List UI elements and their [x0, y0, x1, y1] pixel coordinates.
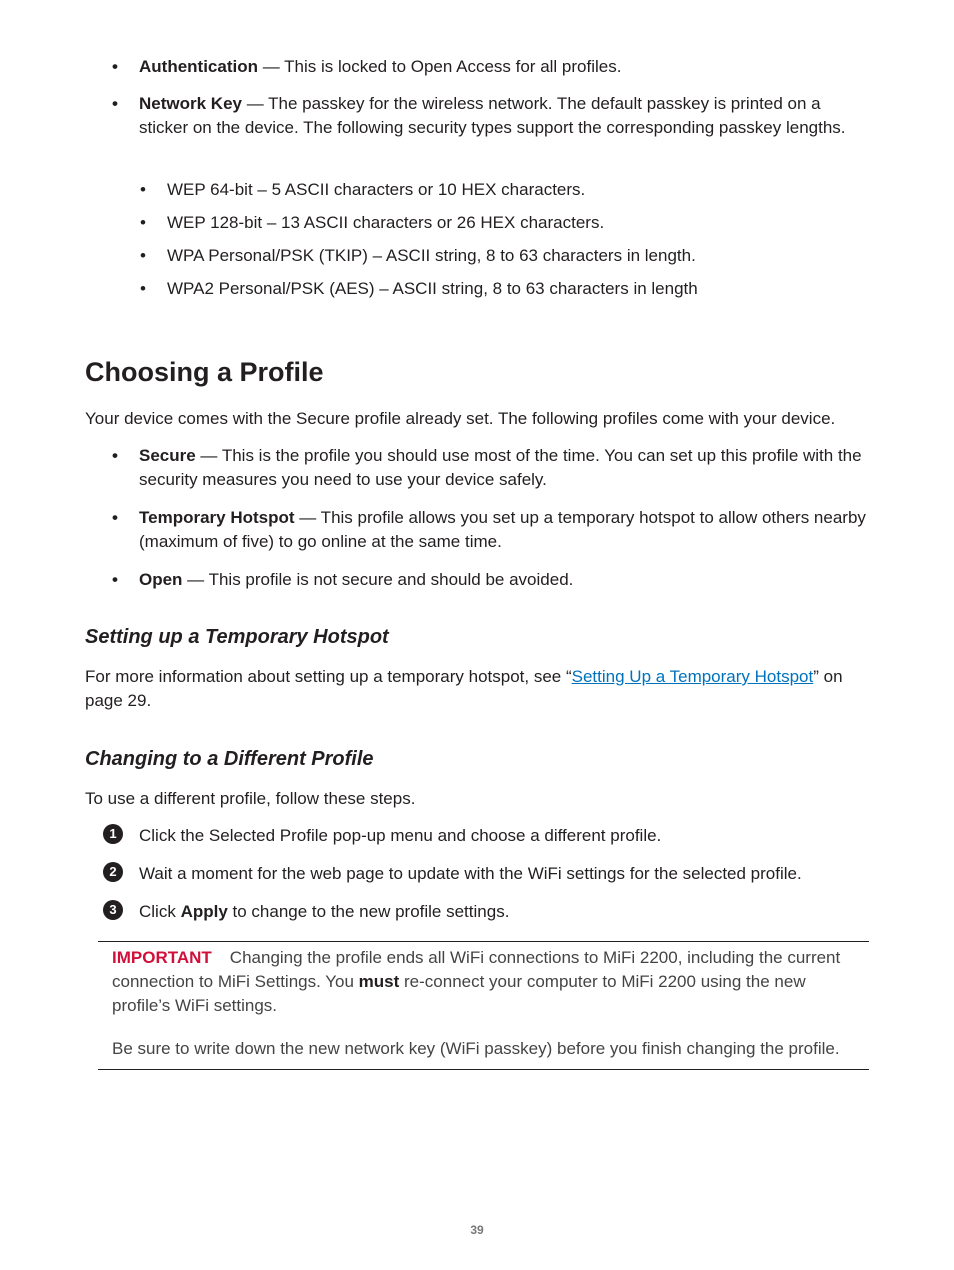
term: Network Key — [139, 94, 242, 113]
divider — [98, 941, 869, 942]
section-heading: Choosing a Profile — [85, 357, 324, 387]
hotspot-link[interactable]: Setting Up a Temporary Hotspot — [571, 667, 814, 686]
description: — The passkey for the wireless network. The default passkey is printed on a sticker on the device. The following security types support the corresponding passkey lengths. — [139, 94, 846, 137]
term: Authentication — [139, 57, 258, 76]
step-number-icon: 2 — [103, 862, 123, 882]
apply-label: Apply — [180, 902, 228, 921]
important-note: IMPORTANT Changing the profile ends all WiFi connections to MiFi 2200, including the current connection to MiFi Settings. You must re-connect your computer to MiFi 2200 using the new profile’s WiFi settings. — [112, 948, 841, 1015]
bullet-dot: • — [112, 94, 118, 113]
step-number-icon: 3 — [103, 900, 123, 920]
step-number-icon: 1 — [103, 824, 123, 844]
subsection-heading-changing: Changing to a Different Profile — [85, 748, 374, 770]
step-text: Click the Selected Profile pop-up menu and choose a different profile. — [139, 826, 662, 845]
changing-intro: To use a different profile, follow these steps. — [85, 789, 416, 808]
important-label: IMPORTANT — [112, 948, 212, 967]
step-text: Click Apply to change to the new profile settings. — [139, 902, 510, 921]
bullet-dot: • — [112, 57, 118, 76]
important-tip: Be sure to write down the new network key (WiFi passkey) before you finish changing the profile. — [112, 1039, 840, 1058]
choosing-intro: Your device comes with the Secure profile already set. The following profiles come with your device. — [85, 409, 836, 428]
page-number: 39 — [470, 1223, 484, 1237]
step-text: Wait a moment for the web page to update with the WiFi settings for the selected profile. — [139, 864, 802, 883]
hotspot-paragraph: For more information about setting up a temporary hotspot, see “Setting Up a Temporary Hotspot” on page 29. — [85, 667, 843, 710]
description: — This is locked to Open Access for all profiles. — [258, 57, 622, 76]
subsection-heading-hotspot: Setting up a Temporary Hotspot — [85, 626, 389, 648]
divider — [98, 1069, 869, 1070]
